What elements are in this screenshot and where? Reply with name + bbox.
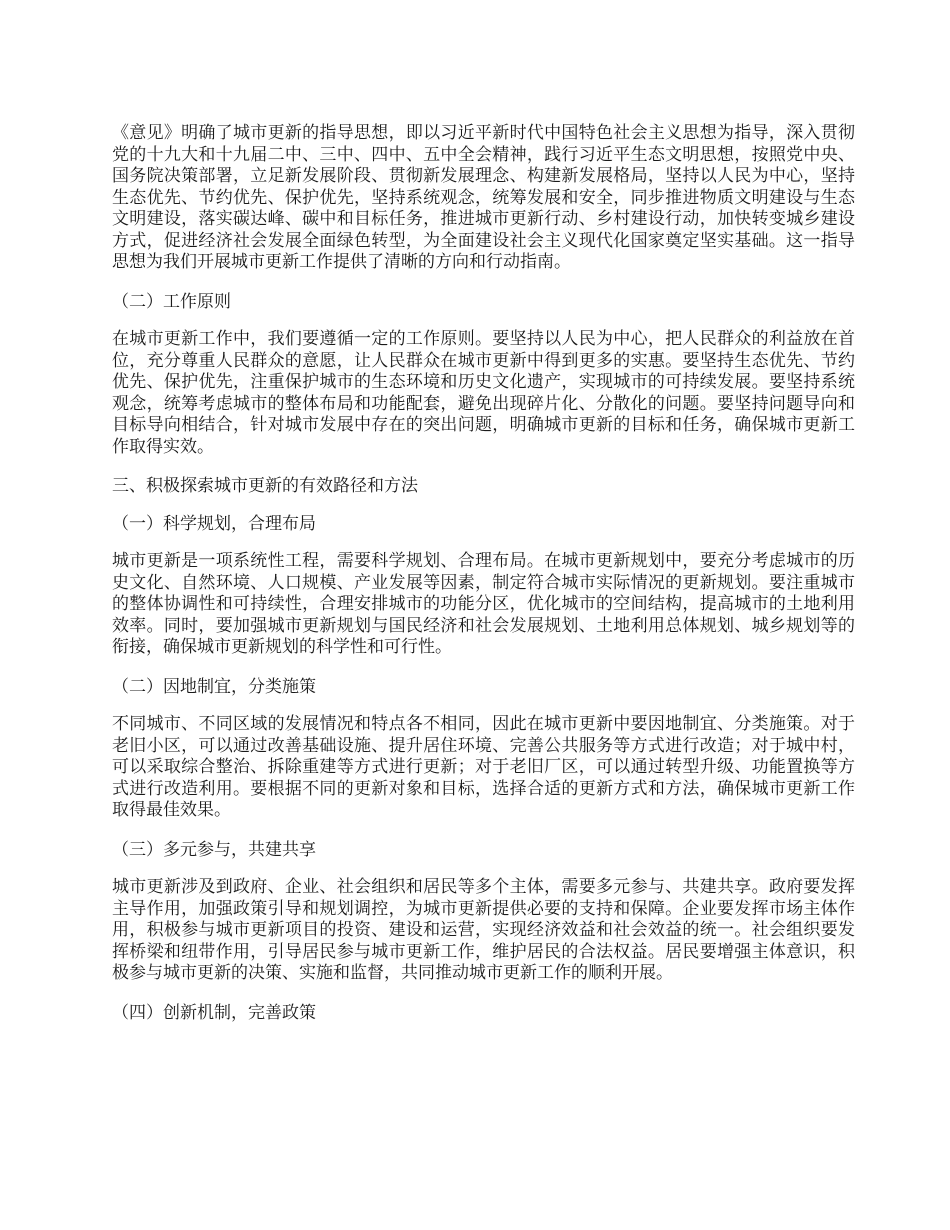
heading-multi-participation: （三）多元参与，共建共享 xyxy=(112,839,316,860)
paragraph-local-conditions: 不同城市、不同区域的发展情况和特点各不相同，因此在城市更新中要因地制宜、分类施策。对于老旧小区，可以通过改善基础设施、提升居住环境、完善公共服务等方式进行改造；对于城中村，可以采取综合整治、拆除重建等方式进行更新；对于老旧厂区，可以通过转型升级、功能置换等方式进行改造利用。要根据不同的更新对象和目标，选择合适的更新方式和方法，确保城市更新工作取得最佳效果。 xyxy=(112,714,855,820)
heading-local-conditions: （二）因地制宜，分类施策 xyxy=(112,676,316,697)
heading-scientific-planning: （一）科学规划，合理布局 xyxy=(112,513,316,534)
paragraph-multi-participation: 城市更新涉及到政府、企业、社会组织和居民等多个主体，需要多元参与、共建共享。政府要发挥主导作用，加强政策引导和规划调控，为城市更新提供必要的支持和保障。企业要发挥市场主体作用，积极参与城市更新项目的投资、建设和运营，实现经济效益和社会效益的统一。社会组织要发挥桥梁和纽带作用，引导居民参与城市更新工作，维护居民的合法权益。居民要增强主体意识，积极参与城市更新的决策、实施和监督，共同推动城市更新工作的顺利开展。 xyxy=(112,877,855,983)
paragraph-scientific-planning: 城市更新是一项系统性工程，需要科学规划、合理布局。在城市更新规划中，要充分考虑城市的历史文化、自然环境、人口规模、产业发展等因素，制定符合城市实际情况的更新规划。要注重城市的整体协调性和可持续性，合理安排城市的功能分区，优化城市的空间结构，提高城市的土地利用效率。同时，要加强城市更新规划与国民经济和社会发展规划、土地利用总体规划、城乡规划等的衔接，确保城市更新规划的科学性和可行性。 xyxy=(112,551,855,657)
section-heading-paths-methods: 三、积极探索城市更新的有效路径和方法 xyxy=(112,476,418,496)
paragraph-guiding-ideology: 《意见》明确了城市更新的指导思想，即以习近平新时代中国特色社会主义思想为指导，深入贯彻党的十九大和十九届二中、三中、四中、五中全会精神，践行习近平生态文明思想，按照党中央、国务院决策部署，立足新发展阶段、贯彻新发展理念、构建新发展格局，坚持以人民为中心，坚持生态优先、节约优先、保护优先，坚持系统观念，统筹发展和安全，同步推进物质文明建设与生态文明建设，落实碳达峰、碳中和目标任务，推进城市更新行动、乡村建设行动，加快转变城乡建设方式，促进经济社会发展全面绿色转型，为全面建设社会主义现代化国家奠定坚实基础。这一指导思想为我们开展城市更新工作提供了清晰的方向和行动指南。 xyxy=(112,123,855,272)
heading-work-principles: （二）工作原则 xyxy=(112,291,231,312)
heading-innovation-mechanism: （四）创新机制，完善政策 xyxy=(112,1002,316,1023)
paragraph-work-principles: 在城市更新工作中，我们要遵循一定的工作原则。要坚持以人民为中心，把人民群众的利益放在首位，充分尊重人民群众的意愿，让人民群众在城市更新中得到更多的实惠。要坚持生态优先、节约优先、保护优先，注重保护城市的生态环境和历史文化遗产，实现城市的可持续发展。要坚持系统观念，统筹考虑城市的整体布局和功能配套，避免出现碎片化、分散化的问题。要坚持问题导向和目标导向相结合，针对城市发展中存在的突出问题，明确城市更新的目标和任务，确保城市更新工作取得实效。 xyxy=(112,329,855,457)
